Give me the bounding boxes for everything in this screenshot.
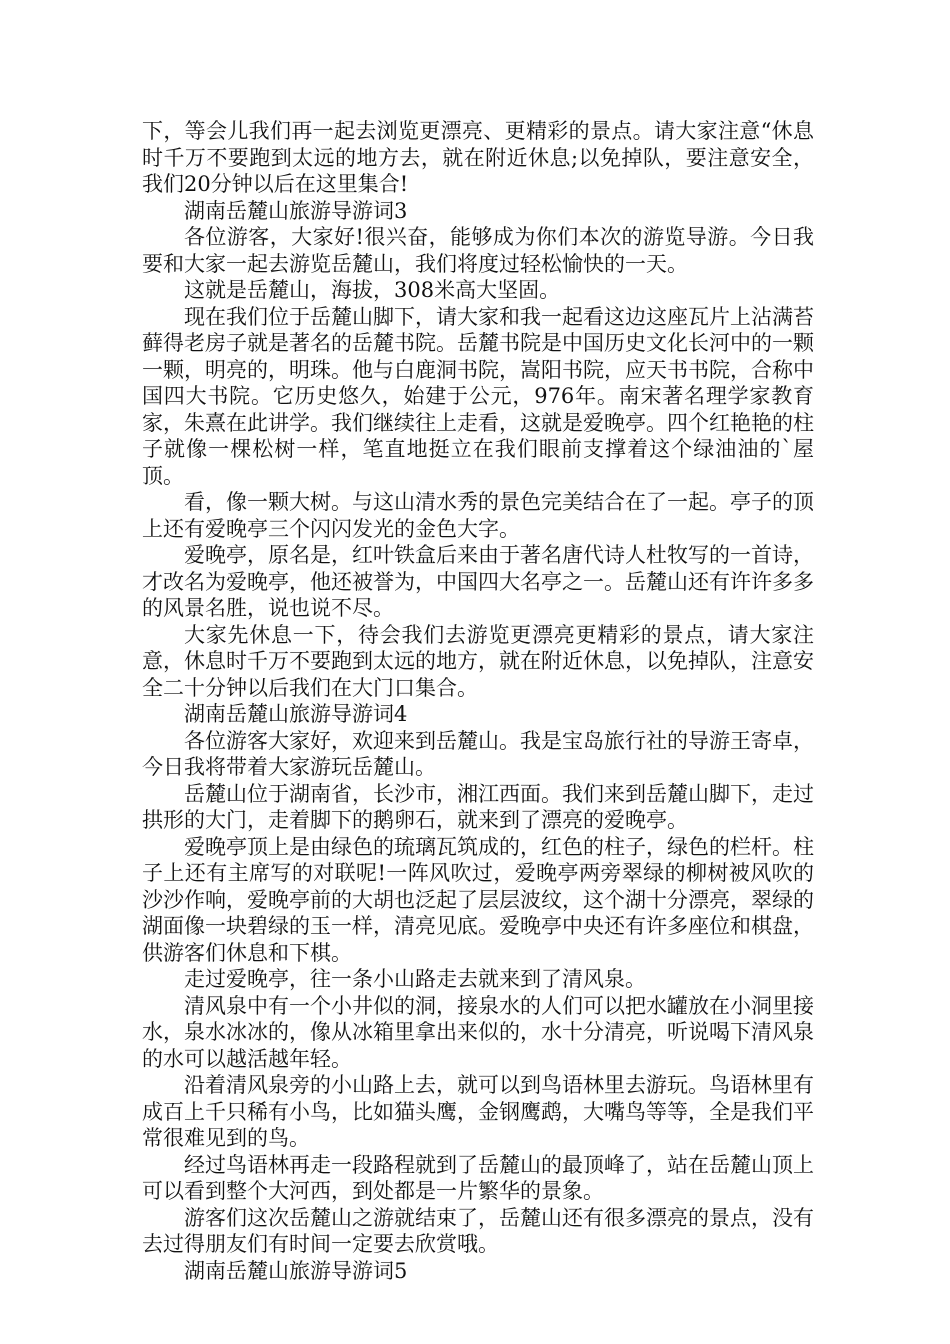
paragraph: 清风泉中有一个小井似的洞，接泉水的人们可以把水罐放在小洞里接水，泉水冰冰的，像从冰箱里拿出来似的，水十分清亮，听说喝下清风泉的水可以越活越年轻。 (142, 993, 814, 1071)
paragraph: 爱晚亭顶上是由绿色的琉璃瓦筑成的，红色的柱子，绿色的栏杆。柱子上还有主席写的对联呢!一阵风吹过，爱晚亭两旁翠绿的柳树被风吹的沙沙作响，爱晚亭前的大胡也泛起了层层波纹，这个湖十分漂亮，翠绿的湖面像一块碧绿的玉一样，清亮见底。爱晚亭中央还有许多座位和棋盘，供游客们休息和下棋。 (142, 834, 814, 965)
paragraph: 看，像一颗大树。与这山清水秀的景色完美结合在了一起。亭子的顶上还有爱晚亭三个闪闪发光的金色大字。 (142, 490, 814, 541)
paragraph-continuation: 下，等会儿我们再一起去浏览更漂亮、更精彩的景点。请大家注意“休息时千万不要跑到太远的地方去，就在附近休息;以免掉队，要注意安全，我们20分钟以后在这里集合! (142, 119, 814, 196)
paragraph: 这就是岳麓山，海拔，308米高大坚固。 (184, 278, 561, 302)
paragraph: 大家先休息一下，待会我们去游览更漂亮更精彩的景点，请大家注意，休息时千万不要跑到太远的地方，就在附近休息，以免掉队，注意安全二十分钟以后我们在大门口集合。 (142, 622, 814, 700)
document-body (142, 118, 814, 1284)
paragraph: 沿着清风泉旁的小山路上去，就可以到鸟语林里去游玩。鸟语林里有成百上千只稀有小鸟，比如猫头鹰，金钢鹰鹉，大嘴鸟等等，全是我们平常很难见到的鸟。 (142, 1073, 814, 1150)
section-heading-5: 湖南岳麓山旅游导游词5 (184, 1258, 408, 1283)
paragraph: 走过爱晚亭，往一条小山路走去就来到了清风泉。 (184, 967, 646, 991)
paragraph: 各位游客，大家好!很兴奋，能够成为你们本次的游览导游。今日我要和大家一起去游览岳麓山，我们将度过轻松愉快的一天。 (142, 225, 814, 276)
paragraph: 经过鸟语林再走一段路程就到了岳麓山的最顶峰了，站在岳麓山顶上可以看到整个大河西，到处都是一片繁华的景象。 (142, 1152, 814, 1203)
section-heading-4: 湖南岳麓山旅游导游词4 (184, 702, 408, 726)
paragraph: 现在我们位于岳麓山脚下，请大家和我一起看这边这座瓦片上沾满苔藓得老房子就是著名的岳麓书院。岳麓书院是中国历史文化长河中的一颗一颗，明亮的，明珠。他与白鹿洞书院，嵩阳书院，应天书书院，合称中国四大书院。它历史悠久，始建于公元，976年。南宋著名理学家教育家，朱熹在此讲学。我们继续往上走看，这就是爱晚亭。四个红艳艳的柱子就像一棵松树一样，笔直地挺立在我们眼前支撑着这个绿油油的`屋顶。 (142, 304, 814, 488)
paragraph: 爱晚亭，原名是，红叶铁盒后来由于著名唐代诗人杜牧写的一首诗，才改名为爱晚亭，他还被誉为，中国四大名亭之一。岳麓山还有许许多多的风景名胜，说也说不尽。 (142, 543, 814, 620)
section-heading-3: 湖南岳麓山旅游导游词3 (184, 198, 408, 223)
paragraph: 岳麓山位于湖南省，长沙市，湘江西面。我们来到岳麓山脚下，走过拱形的大门，走着脚下的鹅卵石，就来到了漂亮的爱晚亭。 (142, 781, 814, 832)
paragraph: 游客们这次岳麓山之游就结束了，岳麓山还有很多漂亮的景点，没有去过得朋友们有时间一定要去欣赏哦。 (142, 1205, 814, 1256)
paragraph: 各位游客大家好，欢迎来到岳麓山。我是宝岛旅行社的导游王寄卓，今日我将带着大家游玩岳麓山。 (142, 728, 814, 779)
